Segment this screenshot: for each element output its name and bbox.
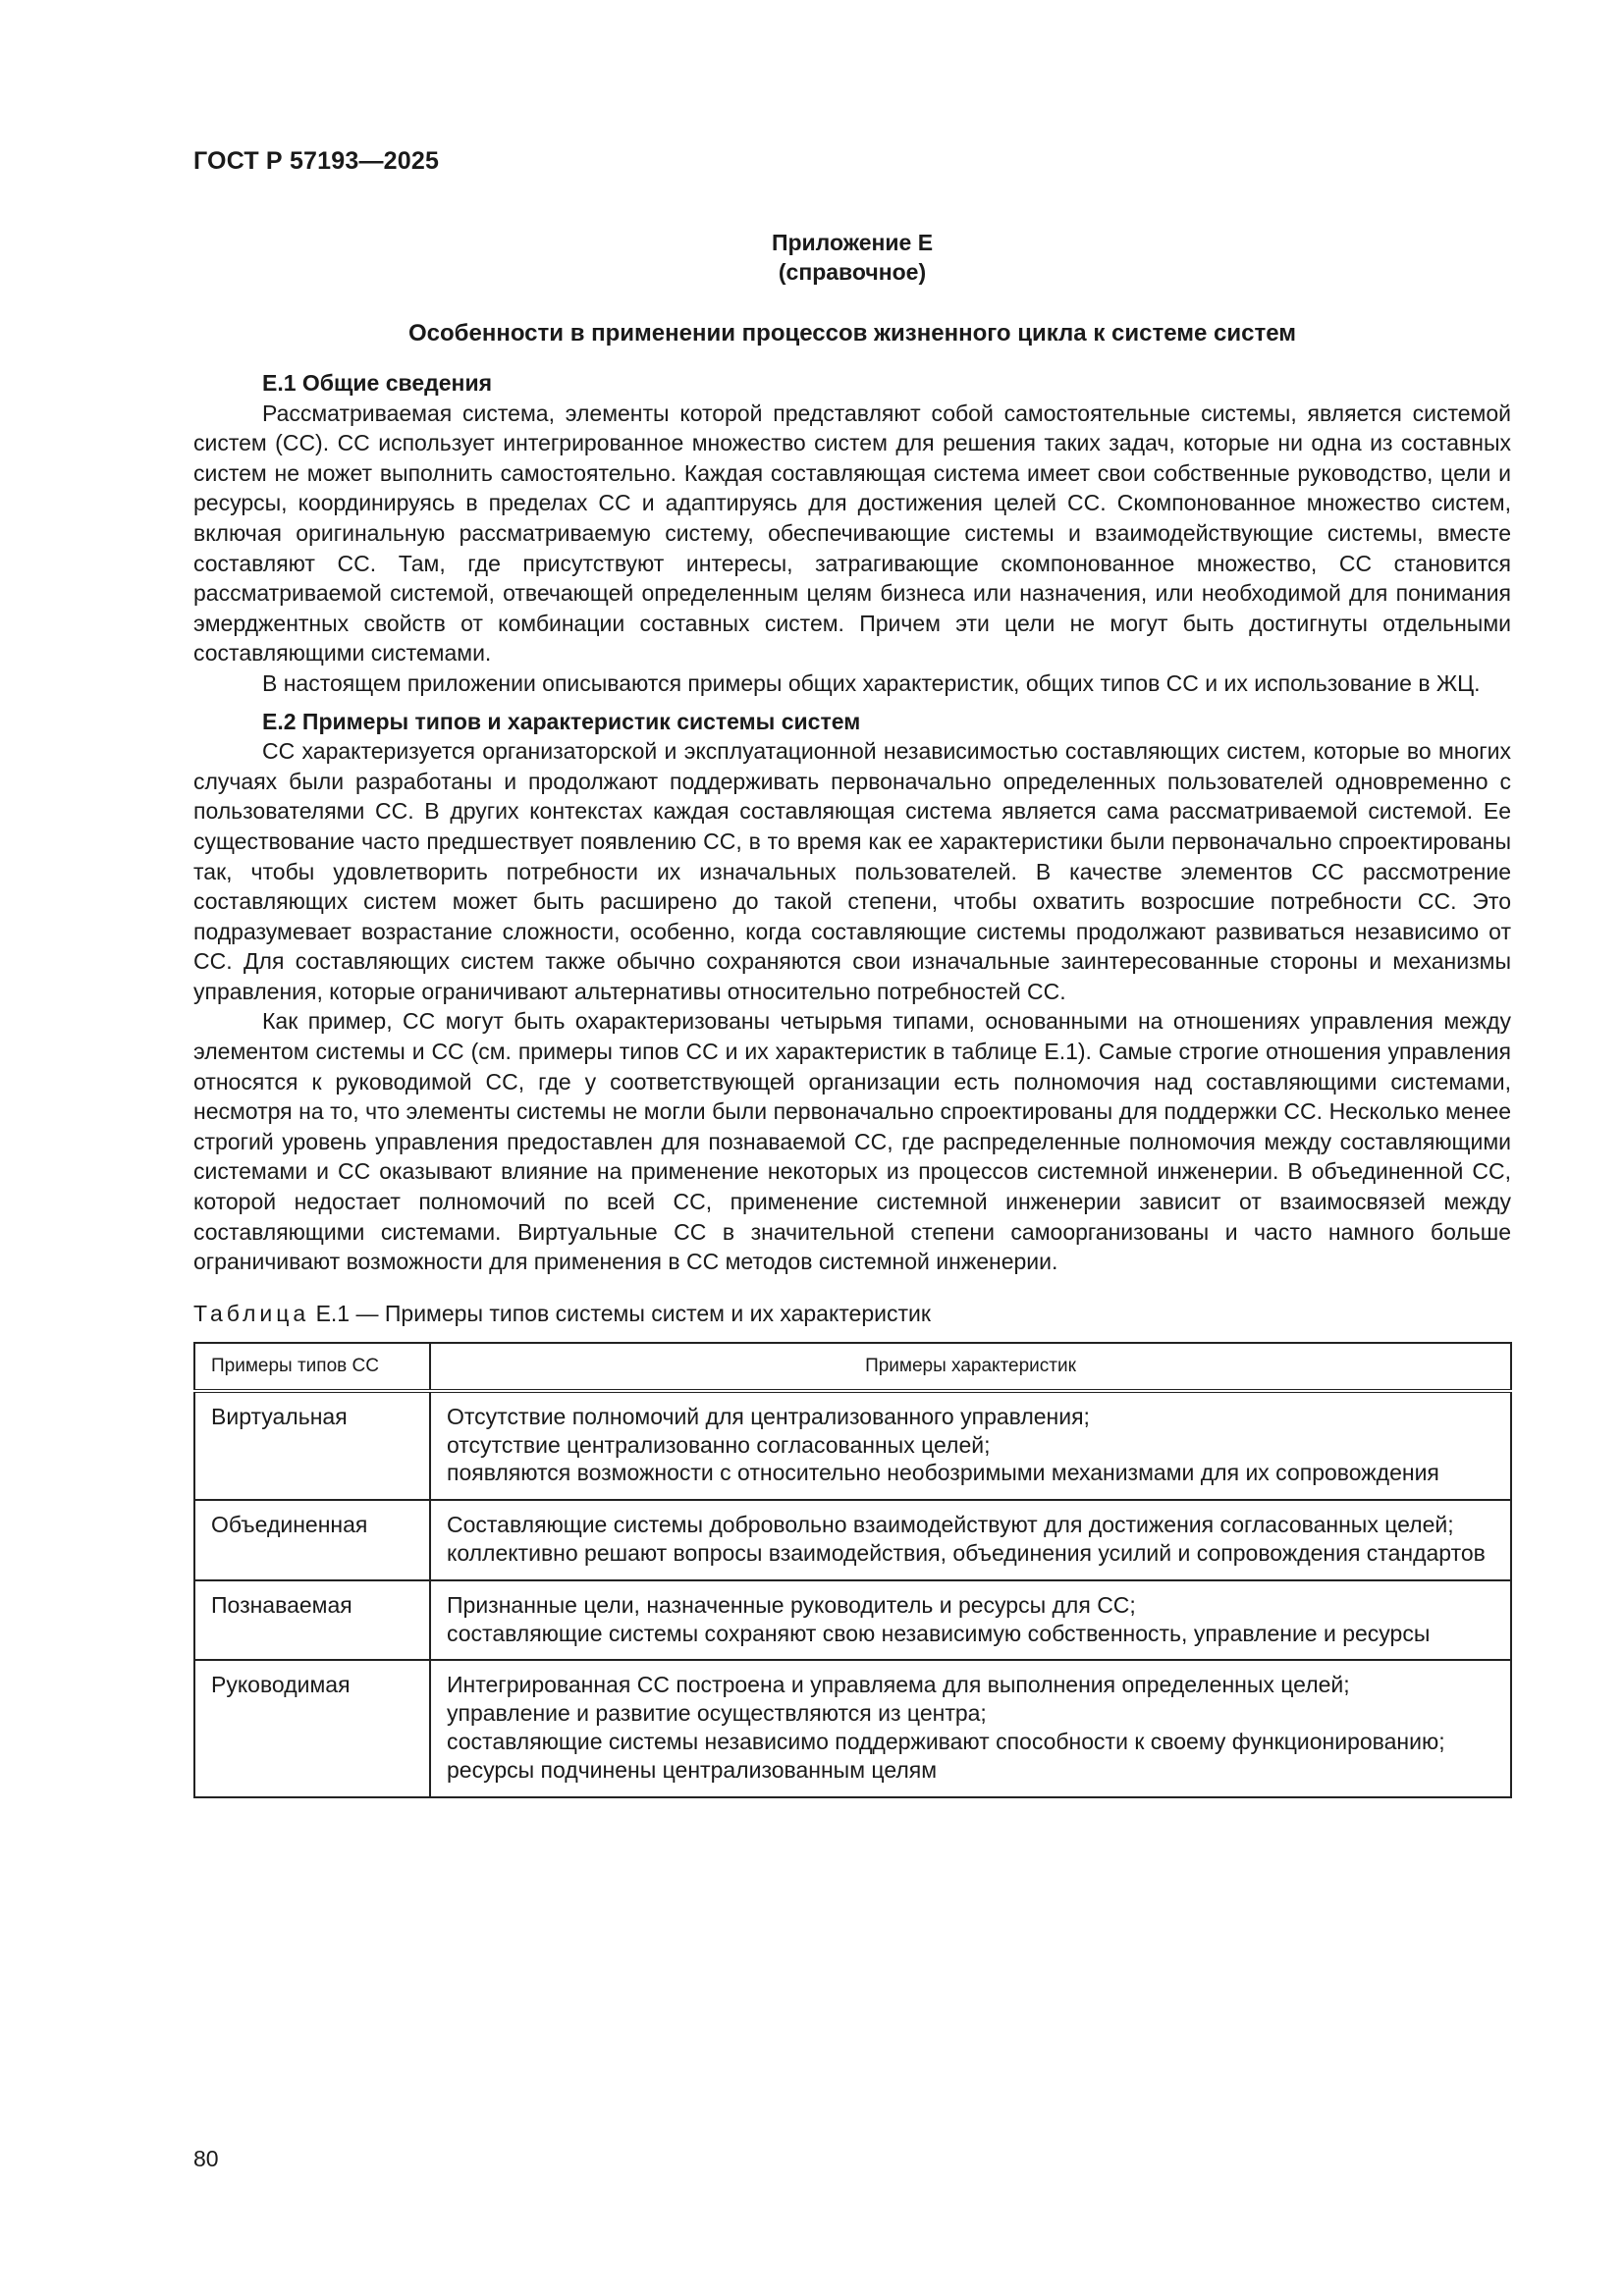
document-id: ГОСТ Р 57193—2025 xyxy=(193,147,440,175)
table-row xyxy=(194,1391,1511,1500)
characteristics-cell xyxy=(430,1580,1511,1661)
table-row xyxy=(194,1500,1511,1580)
annex-heading: Особенности в применении процессов жизненного цикла к системе систем xyxy=(408,320,1296,347)
characteristic-line: Отсутствие полномочий для централизованного управления; xyxy=(447,1403,1090,1429)
type-cell: Познаваемая xyxy=(194,1580,430,1661)
paragraph: Рассматриваемая система, элементы которой представляют собой самостоятельные системы, является системой систем (СС). СС использует интегрированное множество систем для решения таких задач, которые ни одна из составных систем не может выполнить самостоятельно. Каждая составляющая система имеет свои собственные руководство, цели и ресурсы, координируясь в пределах СС и адаптируясь для достижения целей СС. Скомпонованное множество систем, включая оригинальную рассматриваемую систему, обеспечивающие системы и взаимодействующие системы, вместе составляют СС. Там, где присутствуют интересы, затрагивающие скомпонованное множество, СС становится рассматриваемой системой, отвечающей определенным целям бизнеса или назначения, или необходимой для понимания эмерджентных свойств от комбинации составных систем. Причем эти цели не могут быть достигнуты отдельными составляющими системами. xyxy=(193,400,1511,667)
table-caption xyxy=(193,1299,1511,1328)
column-header-types: Примеры типов СС xyxy=(194,1343,430,1391)
characteristics-cell xyxy=(430,1660,1511,1796)
characteristic-line: составляющие системы сохраняют свою независимую собственность, управление и ресурсы xyxy=(447,1620,1431,1646)
characteristic-line: ресурсы подчинены централизованным целям xyxy=(447,1756,938,1783)
characteristics-table xyxy=(193,1342,1512,1798)
characteristics-cell xyxy=(430,1500,1511,1580)
characteristic-line: Интегрированная СС построена и управляема для выполнения определенных целей; xyxy=(447,1672,1350,1698)
paragraph: Как пример, СС могут быть охарактеризованы четырьмя типами, основанными на отношениях управления между элементом системы и СС (см. примеры типов СС и их характеристик в таблице Е.1). Самые строгие отношения управления относятся к руководимой СС, где у соответствующей организации есть полномочия над составляющими системами, несмотря на то, что элементы системы не могли были первоначально спроектированы для поддержки СС. Несколько менее строгий уровень управления предоставлен для познаваемой СС, где распределенные полномочия между составляющими системами и СС оказывают влияние на применение некоторых из процессов системной инженерии. В объединенной СС, которой недостает полномочий по всей СС, применение системной инженерии зависит от взаимосвязей между составляющими системами. Виртуальные СС в значительной степени самоорганизованы и часто намного больше ограничивают возможности для применения в СС методов системной инженерии. xyxy=(193,1008,1511,1275)
paragraph: В настоящем приложении описываются примеры общих характеристик, общих типов СС и их использование в ЖЦ. xyxy=(262,669,1481,696)
characteristic-line: управление и развитие осуществляются из центра; xyxy=(447,1700,987,1727)
characteristic-line: появляются возможности с относительно необозримыми механизмами для их сопровождения xyxy=(447,1460,1439,1486)
table-row xyxy=(194,1660,1511,1796)
type-cell: Виртуальная xyxy=(194,1391,430,1500)
page-number: 80 xyxy=(193,2146,219,2171)
characteristic-line: Составляющие системы добровольно взаимодействуют для достижения согласованных целей; xyxy=(447,1512,1454,1538)
characteristic-line: Признанные цели, назначенные руководитель и ресурсы для СС; xyxy=(447,1591,1136,1618)
table-header-row xyxy=(194,1343,1511,1391)
characteristic-line: составляющие системы независимо поддерживают способности к своему функционированию; xyxy=(447,1728,1445,1754)
type-cell: Объединенная xyxy=(194,1500,430,1580)
paragraph: СС характеризуется организаторской и эксплуатационной независимостью составляющих систем, которые во многих случаях были разработаны и продолжают поддерживать первоначально определенных пользователей одновременно с пользователями СС. В других контекстах каждая составляющая система является сама рассматриваемой системой. Ее существование часто предшествует появлению СС, в то время как ее характеристики были первоначально спроектированы так, чтобы удовлетворить потребности их изначальных пользователей. В качестве элементов СС рассмотрение составляющих систем может быть расширено до такой степени, чтобы охватить возросшие потребности СС. Это подразумевает возрастание сложности, особенно, когда составляющие системы продолжают развиваться независимо от СС. Для составляющих систем также обычно сохраняются свои изначальные заинтересованные стороны и механизмы управления, которые ограничивают альтернативы относительно потребностей СС. xyxy=(193,738,1511,1004)
characteristic-line: коллективно решают вопросы взаимодействия, объединения усилий и сопровождения стандартов xyxy=(447,1540,1486,1566)
table-caption-text: Е.1 — Примеры типов системы систем и их характеристик xyxy=(315,1300,931,1326)
section-heading-e2: Е.2 Примеры типов и характеристик системы систем xyxy=(262,708,861,734)
type-cell: Руководимая xyxy=(194,1660,430,1796)
table-caption-label: Таблица xyxy=(193,1300,310,1326)
characteristic-line: отсутствие централизованно согласованных целей; xyxy=(447,1431,991,1458)
annex-title: Приложение Е xyxy=(771,230,934,255)
column-header-characteristics: Примеры характеристик xyxy=(430,1343,1511,1391)
page-content xyxy=(193,228,1511,1798)
characteristics-cell xyxy=(430,1391,1511,1500)
annex-kind: (справочное) xyxy=(778,259,927,285)
section-heading-e1: Е.1 Общие сведения xyxy=(262,370,492,396)
table-row xyxy=(194,1580,1511,1661)
